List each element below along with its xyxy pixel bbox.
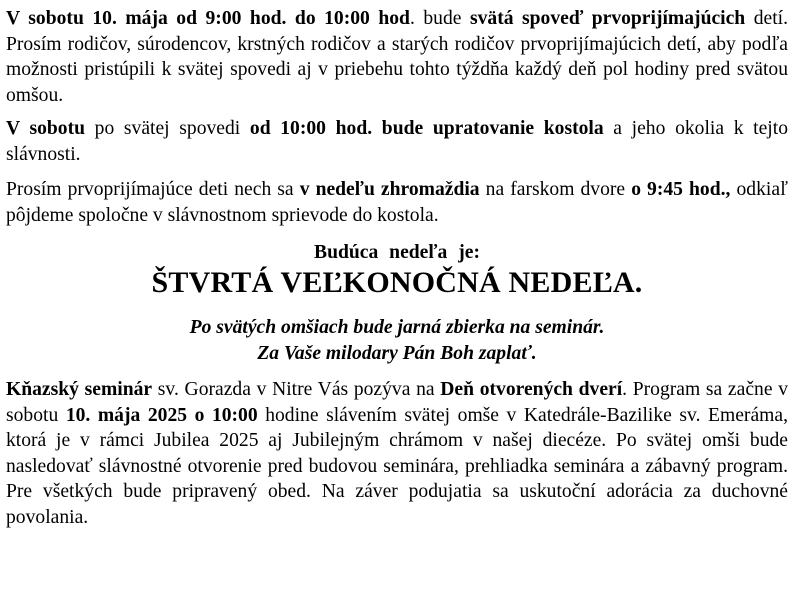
- collection-notice: [6, 315, 788, 367]
- open-day-title: Deň otvorených dverí: [440, 379, 623, 400]
- gathering-time: o 9:45 hod.,: [631, 179, 731, 200]
- gathering-day: v nedeľu zhromaždia: [299, 179, 480, 200]
- seminary-paragraph: Kňazský seminár sv. Gorazda v Nitre Vás pozýva na Deň otvorených dverí. Program sa začne v sobotu 10. mája 2025 o 10:00 hodine slávením svätej omše v Katedrále-Bazilike sv. Emeráma, ktorá je v rámci Jubilea 2025 aj Jubilejným chrámom v našej diecéze. Po svätej omši bude nasledovať slávnostné otvorenie pred budovou seminára, prehliadka seminára a zábavný program. Pre všetkých bude pripravený obed. Na záver podujatia sa uskutoční adorácia za duchovné povolania.: [6, 379, 788, 528]
- next-sunday-title: ŠTVRTÁ VEĽKONOČNÁ NEDEĽA.: [151, 266, 643, 299]
- next-sunday-label: Budúca nedeľa je:: [314, 242, 480, 263]
- cleaning-day: V sobotu: [6, 118, 85, 139]
- collection-line-2: Za Vaše milodary Pán Boh zaplať.: [257, 343, 537, 364]
- gathering-paragraph: Prosím prvoprijímajúce deti nech sa v nedeľu zhromaždia na farskom dvore o 9:45 hod., odkiaľ pôjdeme spoločne v slávnostnom sprievode do kostola.: [6, 179, 788, 226]
- cleaning-time: od 10:00 hod. bude upratovanie kostola: [249, 118, 604, 139]
- open-day-date: 10. mája 2025 o 10:00: [65, 404, 258, 426]
- seminary-name: Kňazský seminár: [6, 379, 153, 400]
- cleaning-paragraph: V sobotu po svätej spovedi od 10:00 hod. bude upratovanie kostola a jeho okolia k tejto slávnosti.: [6, 118, 788, 165]
- confession-title: svätá spoveď prvoprijímajúcich: [469, 8, 746, 29]
- confession-date: V sobotu 10. mája od 9:00 hod. do 10:00 hod: [6, 8, 410, 29]
- collection-line-1: Po svätých omšiach bude jarná zbierka na seminár.: [189, 317, 605, 338]
- confession-paragraph: V sobotu 10. mája od 9:00 hod. do 10:00 hod. bude svätá spoveď prvoprijímajúcich detí. Prosím rodičov, súrodencov, krstných rodičov a starých rodičov prvoprijímajúcich detí, aby podľa možnosti pristúpili k svätej spovedi aj v priebehu tohto týždňa každý deň pol hodiny pred svätou omšou.: [6, 8, 788, 106]
